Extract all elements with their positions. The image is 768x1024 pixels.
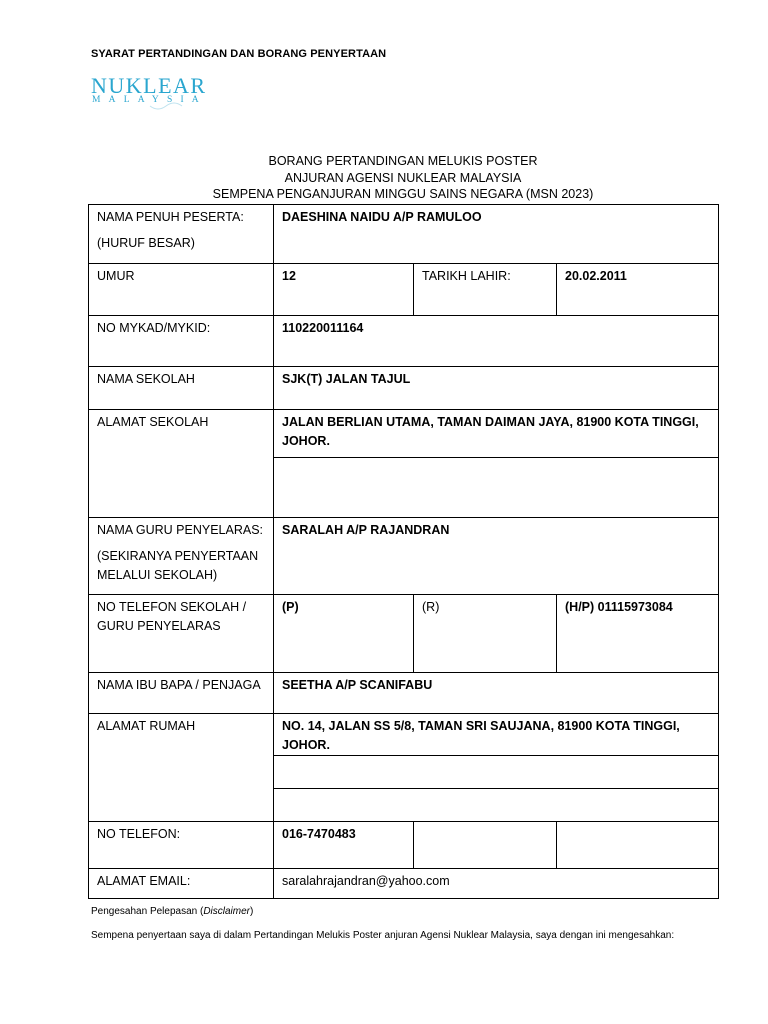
- nama-sekolah-label: NAMA SEKOLAH: [89, 367, 274, 410]
- email-field[interactable]: saralahrajandran@yahoo.com: [274, 869, 719, 899]
- no-telefon-label: NO TELEFON:: [89, 822, 274, 869]
- row-ibu-bapa: [89, 673, 719, 714]
- nama-penuh-field[interactable]: DAESHINA NAIDU A/P RAMULOO: [274, 205, 719, 264]
- row-nama-penuh: [89, 205, 719, 264]
- alamat-rumah-label: ALAMAT RUMAH: [89, 714, 274, 822]
- guru-sub: (SEKIRANYA PENYERTAAN MELALUI SEKOLAH): [97, 549, 259, 582]
- tarikh-lahir-field[interactable]: 20.02.2011: [557, 264, 719, 316]
- row-nama-sekolah: [89, 367, 719, 410]
- alamat-rumah-field-3[interactable]: [274, 789, 719, 822]
- guru-label-cell: [89, 518, 274, 595]
- disclaimer-prefix: Pengesahan Pelepasan (: [91, 906, 204, 917]
- row-alamat-sekolah: [89, 410, 719, 458]
- mykad-label: NO MYKAD/MYKID:: [89, 316, 274, 367]
- disclaimer-statement: Sempena penyertaan saya di dalam Pertandingan Melukis Poster anjuran Agensi Nuklear Malaysia, saya dengan ini mengesahkan:: [91, 930, 675, 941]
- alamat-sekolah-label: ALAMAT SEKOLAH: [89, 410, 274, 518]
- nuklear-malaysia-logo: [90, 72, 240, 114]
- alamat-rumah-field[interactable]: NO. 14, JALAN SS 5/8, TAMAN SRI SAUJANA, 81900 KOTA TINGGI, JOHOR.: [274, 714, 719, 756]
- ibu-bapa-field[interactable]: SEETHA A/P SCANIFABU: [274, 673, 719, 714]
- row-guru: [89, 518, 719, 595]
- no-telefon-field[interactable]: 016-7470483: [274, 822, 414, 869]
- nama-penuh-label: NAMA PENUH PESERTA:: [97, 210, 244, 224]
- alamat-sekolah-field-2[interactable]: [274, 458, 719, 518]
- email-label: ALAMAT EMAIL:: [89, 869, 274, 899]
- guru-label: NAMA GURU PENYELARAS:: [97, 523, 264, 537]
- telefon-sekolah-label: NO TELEFON SEKOLAH / GURU PENYELARAS: [89, 595, 274, 673]
- row-telefon-sekolah: [89, 595, 719, 673]
- nama-penuh-label-cell: [89, 205, 274, 264]
- logo-text-main: NUKLEAR: [91, 73, 207, 98]
- disclaimer-italic: Disclaimer: [203, 906, 250, 917]
- row-alamat-rumah: [89, 714, 719, 756]
- row-umur: [89, 264, 719, 316]
- no-telefon-extra-field-2[interactable]: [557, 822, 719, 869]
- disclaimer-heading: [91, 906, 253, 917]
- ibu-bapa-label: NAMA IBU BAPA / PENJAGA: [89, 673, 274, 714]
- umur-label: UMUR: [89, 264, 274, 316]
- alamat-sekolah-field[interactable]: JALAN BERLIAN UTAMA, TAMAN DAIMAN JAYA, 81900 KOTA TINGGI, JOHOR.: [274, 410, 719, 458]
- row-mykad: [89, 316, 719, 367]
- nama-sekolah-field[interactable]: SJK(T) JALAN TAJUL: [274, 367, 719, 410]
- form-title-line1: BORANG PERTANDINGAN MELUKIS POSTER: [268, 154, 538, 168]
- no-telefon-extra-field-1[interactable]: [414, 822, 557, 869]
- disclaimer-suffix: ): [249, 906, 254, 917]
- umur-field[interactable]: 12: [274, 264, 414, 316]
- form-title-line3: SEMPENA PENGANJURAN MINGGU SAINS NEGARA (MSN 2023): [212, 187, 594, 201]
- document-header: SYARAT PERTANDINGAN DAN BORANG PENYERTAAN: [91, 48, 387, 60]
- logo-text-sub: MALAYSIA: [92, 95, 207, 105]
- row-no-telefon: [89, 822, 719, 869]
- nama-penuh-sub: (HURUF BESAR): [97, 236, 195, 250]
- alamat-rumah-field-2[interactable]: [274, 756, 719, 789]
- guru-field[interactable]: SARALAH A/P RAJANDRAN: [274, 518, 719, 595]
- entry-form-table: [88, 204, 719, 899]
- telefon-r-field[interactable]: (R): [414, 595, 557, 673]
- row-email: [89, 869, 719, 899]
- mykad-field[interactable]: 110220011164: [274, 316, 719, 367]
- form-title: [88, 153, 718, 203]
- telefon-p-field[interactable]: (P): [274, 595, 414, 673]
- telefon-hp-field[interactable]: (H/P) 01115973084: [557, 595, 719, 673]
- form-title-line2: ANJURAN AGENSI NUKLEAR MALAYSIA: [284, 170, 522, 185]
- tarikh-lahir-label: TARIKH LAHIR:: [414, 264, 557, 316]
